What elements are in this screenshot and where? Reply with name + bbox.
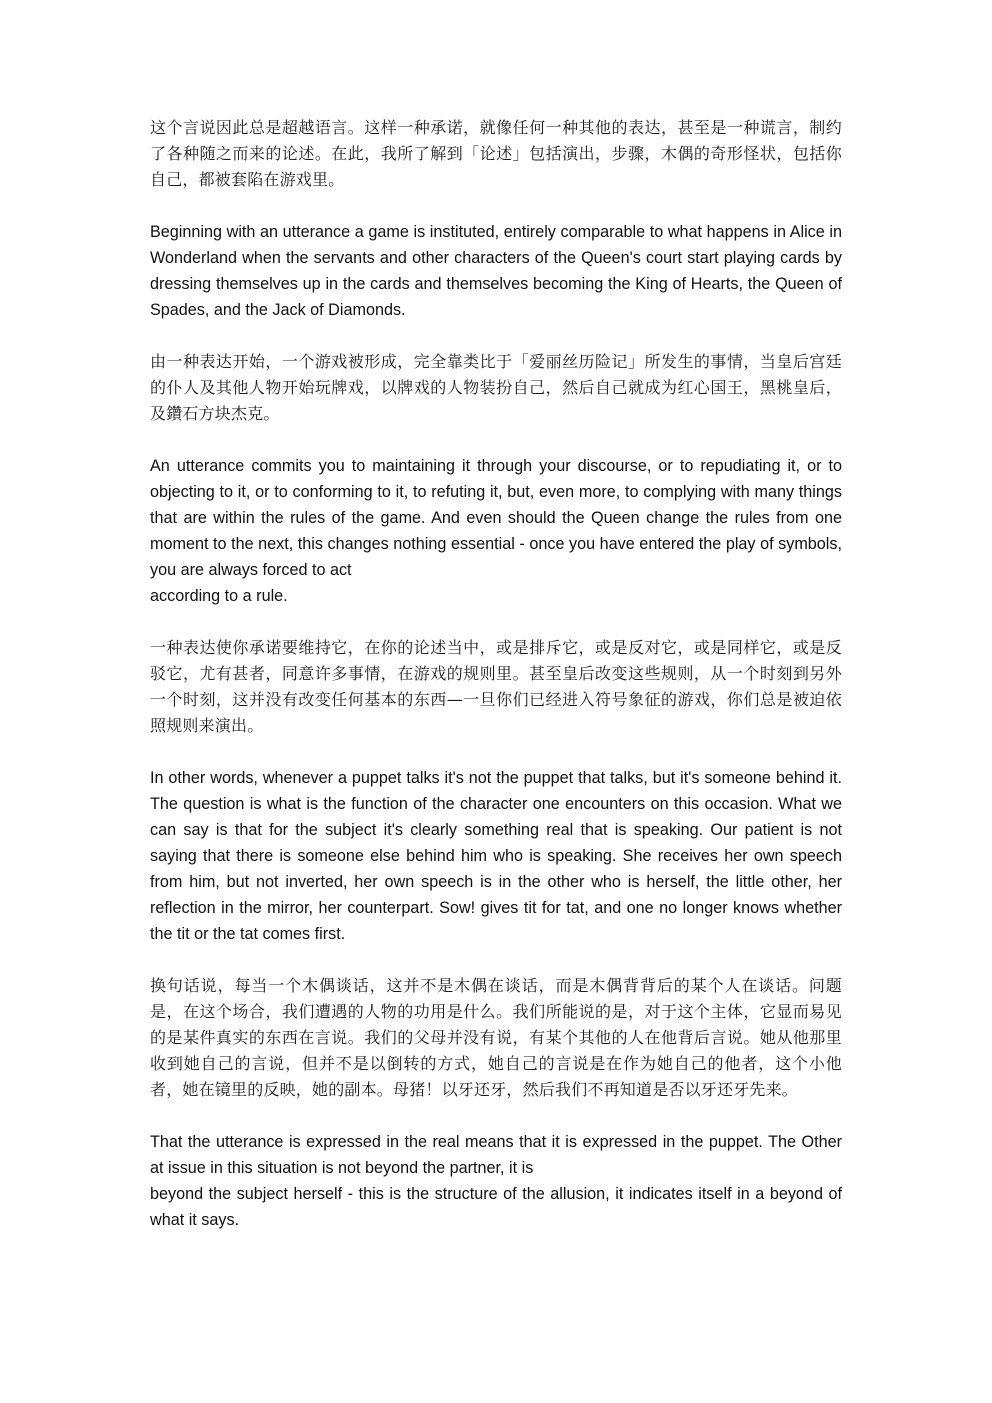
- paragraph-english-4-line-2: beyond the subject herself - this is the structure of the allusion, it indicates itself in a beyond of what it says.: [150, 1185, 842, 1229]
- paragraph-english-2-line-2: according to a rule.: [150, 587, 288, 605]
- paragraph-chinese-1: 这个言说因此总是超越语言。这样一种承诺，就像任何一种其他的表达，甚至是一种谎言，制约了各种随之而来的论述。在此，我所了解到「论述」包括演出，步骤，木偶的奇形怪状，包括你自己，都被套陷在游戏里。: [150, 118, 842, 189]
- document-page: [150, 115, 842, 1259]
- paragraph-chinese-2: 由一种表达开始，一个游戏被形成，完全靠类比于「爱丽丝历险记」所发生的事情，当皇后宫廷的仆人及其他人物开始玩牌戏，以牌戏的人物装扮自己，然后自己就成为红心国王，黑桃皇后，及鑽石方块杰克。: [150, 352, 842, 423]
- paragraph-english-4: [150, 1129, 842, 1233]
- paragraph-english-3: In other words, whenever a puppet talks it's not the puppet that talks, but it's someone behind it. The question is what is the function of the character one encounters on this occasion. What we can say is that for the subject it's clearly something real that is speaking. Our patient is not saying that there is someone else behind him who is speaking. She receives her own speech from him, but not inverted, her own speech is in the other who is herself, the little other, her reflection in the mirror, her counterpart. Sow! gives tit for tat, and one no longer knows whether the tit or the tat comes first.: [150, 769, 842, 943]
- paragraph-english-4-line-1: That the utterance is expressed in the real means that it is expressed in the puppet. The Other at issue in this situation is not beyond the partner, it is: [150, 1133, 842, 1177]
- paragraph-english-2-line-1: An utterance commits you to maintaining it through your discourse, or to repudiating it, or to objecting to it, or to conforming to it, to refuting it, but, even more, to complying with many things that are within the rules of the game. And even should the Queen change the rules from one moment to the next, this changes nothing essential - once you have entered the play of symbols, you are always forced to act: [150, 457, 842, 579]
- paragraph-english-1: Beginning with an utterance a game is instituted, entirely comparable to what happens in Alice in Wonderland when the servants and other characters of the Queen's court start playing cards by dressing themselves up in the cards and themselves becoming the King of Hearts, the Queen of Spades, and the Jack of Diamonds.: [150, 223, 842, 319]
- paragraph-english-2: [150, 453, 842, 609]
- paragraph-chinese-4: 换句话说，每当一个木偶谈话，这并不是木偶在谈话，而是木偶背背后的某个人在谈话。问题是，在这个场合，我们遭遇的人物的功用是什么。我们所能说的是，对于这个主体，它显而易见的是某件真实的东西在言说。我们的父母并没有说，有某个其他的人在他背后言说。她从他那里收到她自己的言说，但并不是以倒转的方式，她自己的言说是在作为她自己的他者，这个小他者，她在镜里的反映，她的副本。母猪！以牙还牙，然后我们不再知道是否以牙还牙先来。: [150, 976, 842, 1099]
- paragraph-chinese-3: 一种表达使你承诺要维持它，在你的论述当中，或是排斥它，或是反对它，或是同样它，或是反驳它，尤有甚者，同意许多事情，在游戏的规则里。甚至皇后改变这些规则，从一个时刻到另外一个时刻，这并没有改变任何基本的东西—一旦你们已经进入符号象征的游戏，你们总是被迫依照规则来演出。: [150, 638, 842, 735]
